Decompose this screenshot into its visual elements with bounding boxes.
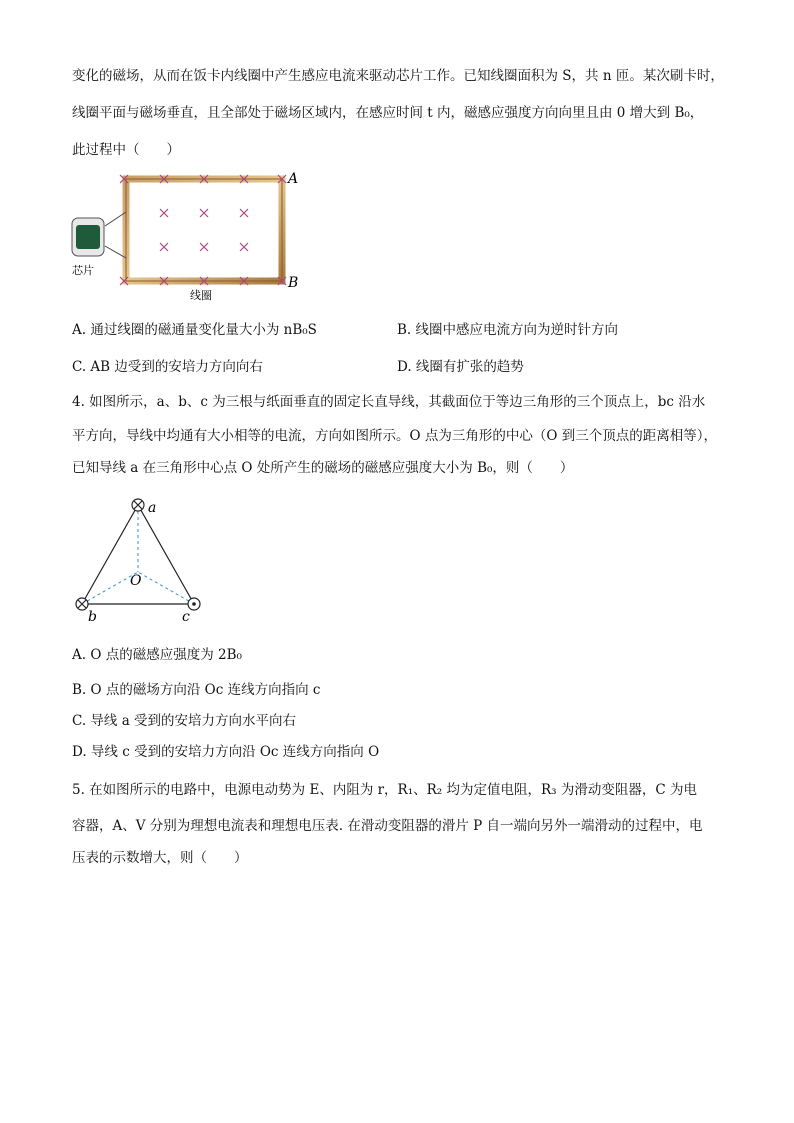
coil-outline xyxy=(126,179,282,281)
q3-line-1: 变化的磁场，从而在饭卡内线圈中产生感应电流来驱动芯片工作。已知线圈面积为 S，共 n 匝。某次刷卡时， xyxy=(72,68,724,84)
triangle-figure xyxy=(70,494,210,624)
magnetic-field-crosses xyxy=(120,175,286,285)
q4-option-a: A. O 点的磁感应强度为 2B₀ xyxy=(72,647,242,663)
q3-line-3: 此过程中（ ） xyxy=(72,142,180,158)
label-A: A xyxy=(288,171,299,187)
label-O: O xyxy=(130,573,142,589)
coil-figure xyxy=(68,170,318,305)
label-c: c xyxy=(182,609,190,624)
q5-line-2: 容器，A、V 分别为理想电流表和理想电压表. 在滑动变阻器的滑片 P 自一端向另外一端滑动的过程中，电 xyxy=(72,818,703,834)
label-a: a xyxy=(148,500,157,516)
q4-line-2: 平方向，导线中均通有大小相等的电流，方向如图所示。O 点为三角形的中心（O 到三个顶点的距离相等）， xyxy=(72,428,717,444)
chip-icon xyxy=(72,218,104,256)
q5-line-3: 压表的示数增大，则（ ） xyxy=(72,850,248,866)
center-dashes xyxy=(82,505,194,604)
q3-option-a: A. 通过线圈的磁通量变化量大小为 nB₀S xyxy=(72,322,317,338)
q4-option-b: B. O 点的磁场方向沿 Oc 连线方向指向 c xyxy=(72,682,321,698)
q5-line-1: 5. 在如图所示的电路中，电源电动势为 E、内阻为 r，R₁、R₂ 均为定值电阻，R₃ 为滑动变阻器，C 为电 xyxy=(72,782,697,798)
q4-option-c: C. 导线 a 受到的安培力方向水平向右 xyxy=(72,713,297,729)
coil-label: 线圈 xyxy=(190,289,212,302)
wire-b-into-icon xyxy=(76,598,88,610)
q4-line-3: 已知导线 a 在三角形中心点 O 处所产生的磁场的磁感应强度大小为 B₀，则（ ） xyxy=(72,460,574,476)
q4-line-1: 4. 如图所示，a、b、c 为三根与纸面垂直的固定长直导线，其截面位于等边三角形的三个顶点上，bc 沿水 xyxy=(72,394,706,410)
q4-option-d: D. 导线 c 受到的安培力方向沿 Oc 连线方向指向 O xyxy=(72,744,380,760)
q3-option-d: D. 线圈有扩张的趋势 xyxy=(397,359,524,375)
label-B: B xyxy=(288,275,299,291)
q3-option-b: B. 线圈中感应电流方向为逆时针方向 xyxy=(397,322,619,338)
q3-option-c: C. AB 边受到的安培力方向向右 xyxy=(72,359,263,375)
chip-label: 芯片 xyxy=(72,264,94,277)
q3-line-2: 线圈平面与磁场垂直，且全部处于磁场区域内，在感应时间 t 内，磁感应强度方向向里且由 0 增大到 B₀， xyxy=(72,105,704,121)
label-b: b xyxy=(88,609,97,624)
wire-a-into-icon xyxy=(132,499,144,511)
